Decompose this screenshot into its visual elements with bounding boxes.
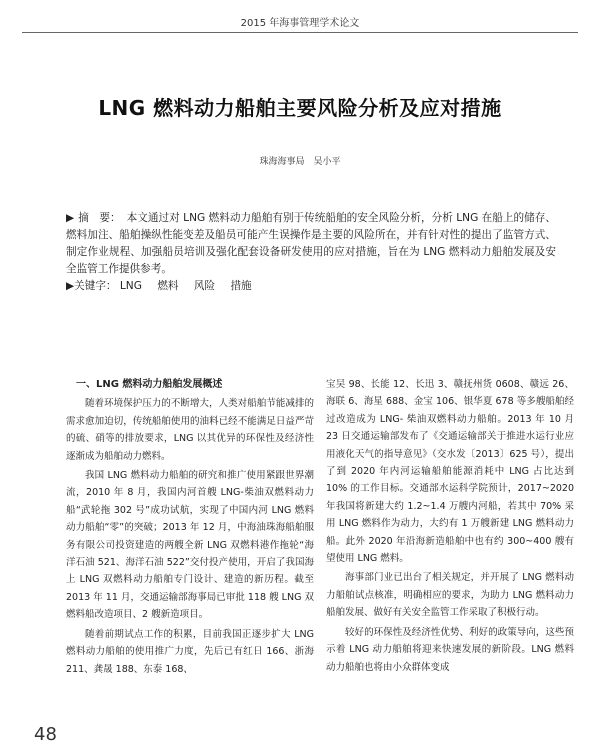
page-number: 48 — [34, 724, 57, 745]
abstract-label: 摘 要： — [78, 212, 121, 224]
paragraph: 随着前期试点工作的积累，目前我国正逐步扩大 LNG 燃料动力船舶的使用推广力度，先后已有红日 166、浙海 211、龚晟 188、东泰 168、 — [66, 628, 314, 675]
paragraph: 我国 LNG 燃料动力船舶的研究和推广使用紧跟世界潮流，2010 年 8 月，我国内河首艘 LNG-柴油双燃料动力船“武轮拖 302 号”成功试航，实现了中国内河 LNG 燃料动力船舶“零”的突破；2013 年 12 月，中海油珠海船舶服务有限公司投资建造的两艘全新 LNG 双燃料港作拖轮“海洋石油 521、海洋石油 522”交付投产使用，开启了我国海上 LNG 双燃料动力船舶专门设计、建造的新历程。截至 2013 年 11 月，交通运输部海事局已审批 118 艘 LNG 双燃料船改造项目、2 艘新造项目。 — [66, 470, 314, 621]
paragraph: 海事部门业已出台了相关规定，并开展了 LNG 燃料动力船舶试点核准，明确相应的要求，为助力 LNG 燃料动力船舶发展、做好有关安全监管工作采取了积极行动。 — [326, 572, 574, 619]
header-divider — [22, 32, 578, 33]
paragraph: 宝吴 98、长能 12、长迅 3、赣抚州货 0608、赣远 26、海联 6、海星 688、金宝 106、银华夏 678 等多艘船舶经过改造成为 LNG- 柴油双燃料动力船舶。2013 年 10 月 23 日交通运输部发布了《交通运输部关于推进水运行业应用液化天气的指导意见》（交水发〔2013〕625 号），提出了到 2020 年内河运输船舶能源消耗中 LNG 占比达到 10% 的工作目标。交通部水运科学院预计，2017~2020 年我国将新建大约 1.2~1.4 万艘内河船，若其中 70% 采用 LNG 燃料作为动力，大约有 1 万艘新建 LNG 燃料动力船。此外 2020 年沿海新造船舶中也有约 300~400 艘有望使用 LNG 燃料。 — [326, 379, 574, 565]
keyword: 风险 — [193, 280, 216, 292]
keyword: 措施 — [230, 280, 252, 292]
paragraph: 随着环境保护压力的不断增大，人类对船舶节能减排的需求愈加迫切，传统船舶使用的油料已经不能满足日益严苛的硫、硝等的排放要求，LNG 以其优异的环保性及经济性逐渐成为船舶动力燃料。 — [66, 398, 314, 462]
paragraph: 较好的环保性及经济性优势、利好的政策导向，这些预示着 LNG 动力船舶将迎来快速发展的新阶段。LNG 燃料动力船舶也将由小众群体变成 — [326, 626, 574, 673]
running-header: 2015 年海事管理学术论文 — [240, 18, 360, 29]
keywords-label: 关键字： — [74, 280, 117, 292]
section-heading: 一、LNG 燃料动力船舶发展概述 — [76, 379, 223, 390]
abstract — [66, 210, 556, 278]
paper-authors: 珠海海事局 吴小平 — [259, 157, 341, 167]
triangle-bullet-icon: ▶ — [66, 280, 75, 292]
paper-title: LNG 燃料动力船舶主要风险分析及应对措施 — [98, 96, 502, 120]
keyword: 燃料 — [157, 280, 179, 292]
left-column — [66, 376, 314, 678]
abstract-text: 本文通过对 LNG 燃料动力船舶有别于传统船舶的安全风险分析，分析 LNG 在船上的储存、燃料加注、船舶操纵性能变差及船员可能产生误操作是主要的风险所在，并有针对性的提出了监管方式、制定作业规程、加强船员培训及强化配套设备研发使用的应对措施，旨在为 LNG 燃料动力船舶发展及安全监管工作提供参考。 — [66, 212, 556, 275]
right-column — [326, 376, 574, 676]
triangle-bullet-icon: ▶ — [66, 212, 75, 224]
keywords — [66, 278, 556, 295]
keyword: LNG — [119, 280, 142, 292]
